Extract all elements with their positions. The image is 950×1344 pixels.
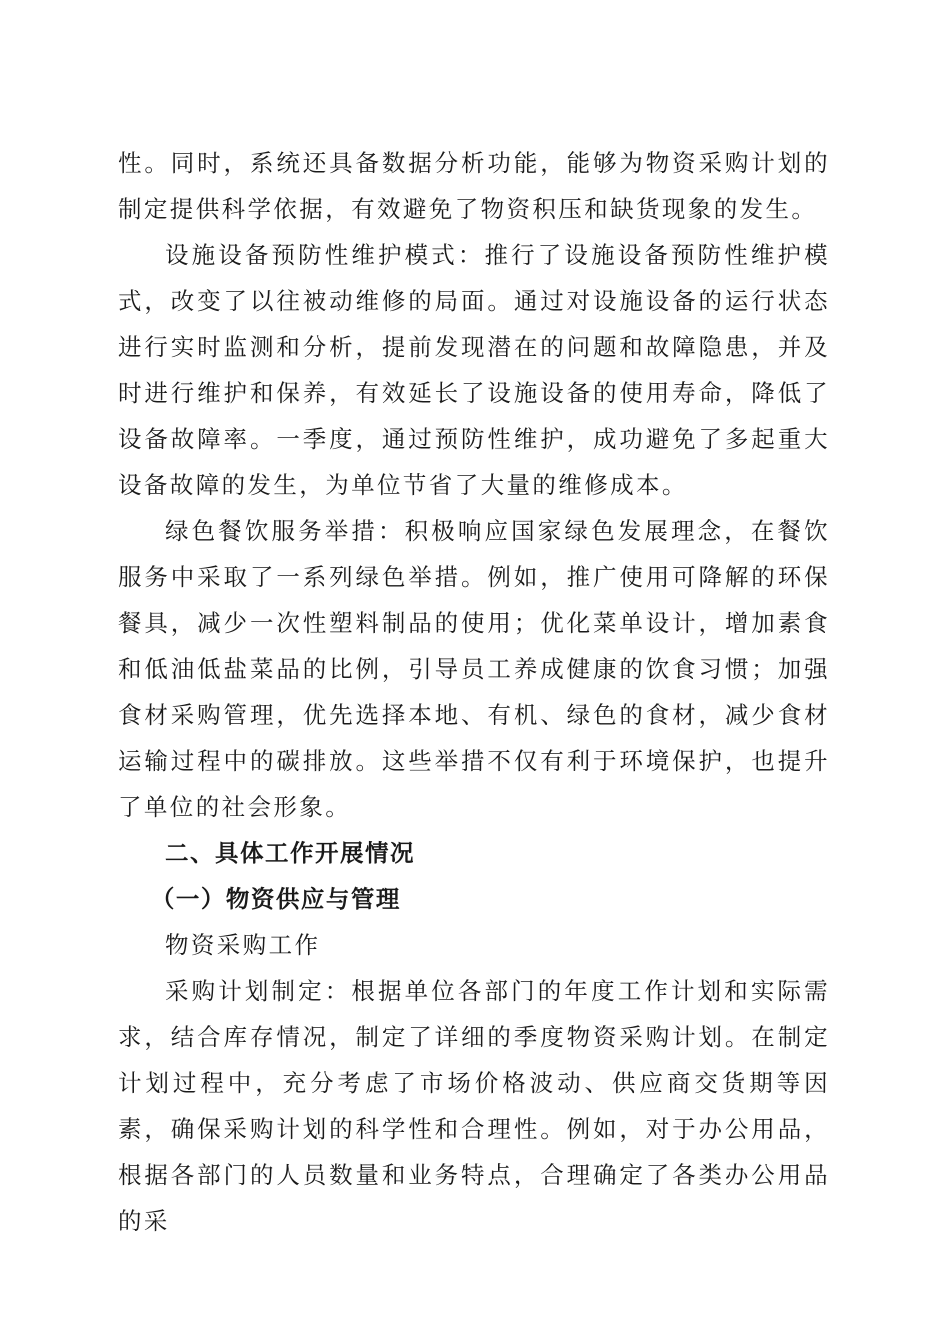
document-page [118, 140, 830, 1244]
paragraph-procurement-plan: 采购计划制定：根据单位各部门的年度工作计划和实际需求，结合库存情况，制定了详细的季度物资采购计划。在制定计划过程中，充分考虑了市场价格波动、供应商交货期等因素，确保采购计划的科学性和合理性。例如，对于办公用品，根据各部门的人员数量和业务特点，合理确定了各类办公用品的采 [118, 977, 830, 1235]
paragraph-green-catering: 绿色餐饮服务举措：积极响应国家绿色发展理念，在餐饮服务中采取了一系列绿色举措。例如，推广使用可降解的环保餐具，减少一次性塑料制品的使用；优化菜单设计，增加素食和低油低盐菜品的比例，引导员工养成健康的饮食习惯；加强食材采购管理，优先选择本地、有机、绿色的食材，减少食材运输过程中的碳排放。这些举措不仅有利于环境保护，也提升了单位的社会形象。 [118, 517, 830, 821]
section-heading: 二、具体工作开展情况 [165, 839, 415, 867]
paragraph-preventive-maintenance: 设施设备预防性维护模式：推行了设施设备预防性维护模式，改变了以往被动维修的局面。通过对设施设备的运行状态进行实时监测和分析，提前发现潜在的问题和故障隐患，并及时进行维护和保养，有效延长了设施设备的使用寿命，降低了设备故障率。一季度，通过预防性维护，成功避免了多起重大设备故障的发生，为单位节省了大量的维修成本。 [118, 241, 830, 499]
subsection-heading: （一）物资供应与管理 [150, 885, 401, 913]
paragraph-continuation: 性。同时，系统还具备数据分析功能，能够为物资采购计划的制定提供科学依据，有效避免了物资积压和缺货现象的发生。 [118, 149, 830, 223]
topic-label: 物资采购工作 [165, 931, 321, 959]
